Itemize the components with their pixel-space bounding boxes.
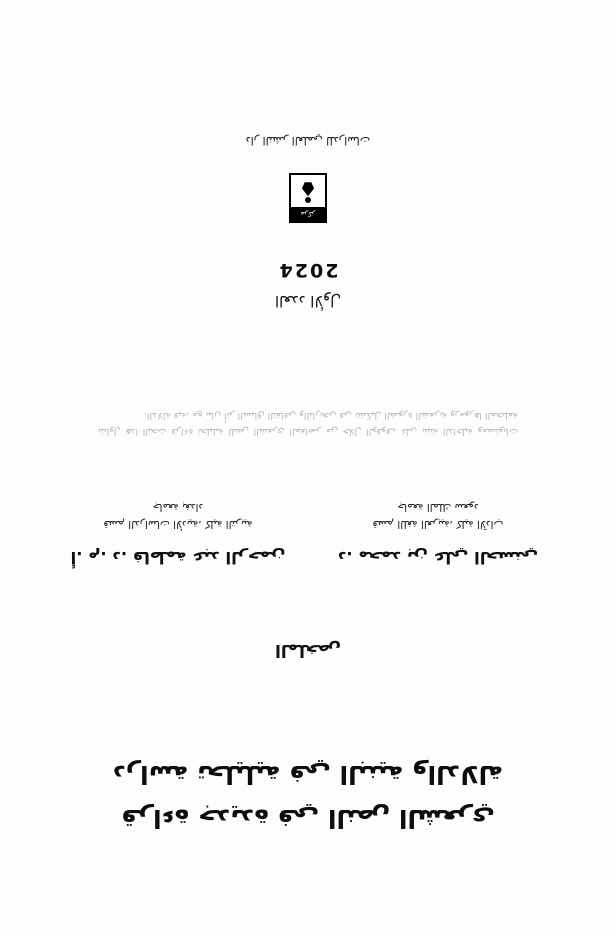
publisher-name: ﺩﺍﺭ ﺍﻟﻨﺸﺮ ﺍﻟﻌﻠﻤﻲ ﻟﻠﺪﺭﺍﺳﺎﺕ [245,134,371,148]
abstract-body: ﻳﺘﻨﺎﻭﻝ ﻫﺬﺍ ﺍﻟﺒﺤﺚ ﻗﺮﺍﺀﺓ ﺗﺤﻠﻴﻠﻴﺔ ﻟﻠﻨﺺ ﺍﻟﺸﻌﺮﻱ ﺍﻟﻤﻌﺎﺻﺮ ﻣﻦ ﺧﻼﻝ ﺍﻟﻮﻗﻮﻑ ﻋﻠﻰ ﺑﻨﻴﺘﻪ ﺍﻟﺪﺍﺧﻠﻴﺔ ﻭﻣﺴﺘﻮﻳﺎﺕ ﺍﻟﺪﻻﻟﺔ ﻓﻴﻪ، ﻣﻊ ﺑﻴﺎﻥ ﺃﺛﺮ ﺍﻟﺴﻴﺎﻕ ﺍﻟﺜﻘﺎﻓﻲ ﻭﺍﻟﺘﺎﺭﻳﺨﻲ ﻓﻲ ﺗﺸﻜﻴﻞ ﺍﻟﺼﻮﺭﺓ ﺍﻟﺸﻌﺮﻳﺔ ﻭﺭﻣﻮﺯﻫﺎ ﺍﻟﻤﺨﺘﻠﻔﺔ. [98,409,518,438]
emblem-banner [291,207,325,221]
emblem-banner-text: ﻣﺮﻛﺰ [300,210,316,219]
author-name: ﺃ. ﻡ. ﺩ. ﻓﺎﻃﻤﺔ ﻋﺒﺪ ﺍﻟﺮﺣﻤﻦ [70,548,286,568]
affiliation-line-2: ﺟﺎﻣﻌﺔ ﺑﻐﺪﺍﺩ [152,500,204,513]
author-list [62,497,554,570]
abstract-heading: ﺍﻟﻤﻠﺨﺺ [275,640,341,661]
author-affiliation [323,497,553,532]
emblem-head-shape [305,197,311,203]
author-entry [63,497,293,570]
emblem-body-shape [302,182,314,196]
publication-year: 2024 [277,259,339,282]
publisher-emblem-icon [289,173,327,223]
page-title [62,753,554,841]
author-affiliation [63,497,293,532]
issue-label: ﺍﻟﻌﺪﺩ ﺍﻷﻭﻝ [274,292,342,311]
title-line-1: ﻗﺮﺍﺀﺓ ﺟﺪﻳﺪﺓ ﻓﻲ ﺍﻟﻨﺺ ﺍﻟﺸﻌﺮﻱ [121,804,495,833]
publication-info [62,259,554,314]
title-line-2: ﺩﺭﺍﺳﺔ ﺗﺤﻠﻴﻠﻴﺔ ﻓﻲ ﺍﻟﺒﻨﻴﺔ ﻭﺍﻟﺪﻻﻟﺔ [112,760,504,790]
affiliation-line-2: ﺟﺎﻣﻌﺔ ﺍﻟﻤﻠﻚ ﺳﻌﻮﺩ [397,500,479,513]
affiliation-line-1: ﻗﺴﻢ ﺍﻟﺪﺭﺍﺳﺎﺕ ﺍﻷﺩﺑﻴﺔ، ﻛﻠﻴﺔ ﺍﻟﺘﺮﺑﻴﺔ [103,518,253,531]
publisher-logo-wrap [62,173,554,223]
author-name: ﺩ. ﻣﺤﻤﺪ ﺑﻦ ﻋﻠﻲ ﺍﻟﺤﺴﻨﻲ [337,548,539,568]
affiliation-line-1: ﻗﺴﻢ ﺍﻟﻠﻐﺔ ﺍﻟﻌﺮﺑﻴﺔ، ﻛﻠﻴﺔ ﺍﻵﺩﺍﺏ [372,518,504,531]
author-entry [323,497,553,570]
